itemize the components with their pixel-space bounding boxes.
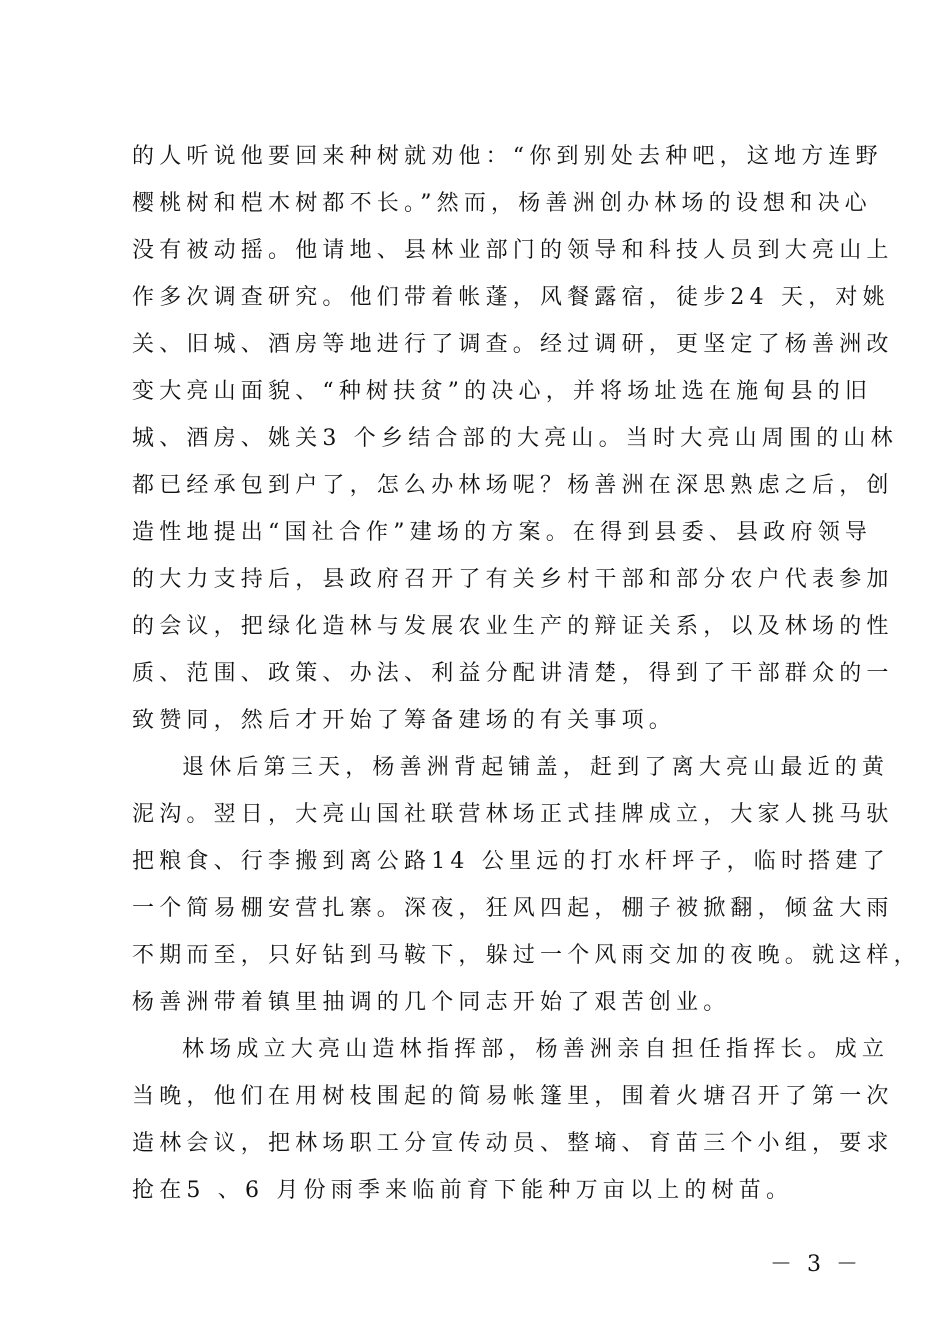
- paragraph-1-line-5: 关、旧城、酒房等地进行了调查。经过调研，更坚定了杨善洲改: [132, 332, 894, 357]
- paragraph-1-line-13: 致赞同，然后才开始了筹备建场的有关事项。: [132, 708, 677, 733]
- paragraph-3-line-3: 造林会议，把林场职工分宣传动员、整墒、育苗三个小组，要求: [132, 1131, 894, 1156]
- paragraph-1-line-11: 的会议，把绿化造林与发展农业生产的辩证关系，以及林场的性: [132, 614, 894, 639]
- paragraph-2-line-4: 一个简易棚安营扎寨。深夜，狂风四起，棚子被掀翻，倾盆大雨: [132, 896, 894, 921]
- paragraph-1-line-8: 都已经承包到户了，怎么办林场呢？杨善洲在深思熟虑之后，创: [132, 473, 894, 498]
- paragraph-2-line-1: 退休后第三天，杨善洲背起铺盖，赶到了离大亮山最近的黄: [182, 755, 890, 780]
- paragraph-1-line-12: 质、范围、政策、办法、利益分配讲清楚，得到了干部群众的一: [132, 661, 894, 686]
- paragraph-1-line-6: 变大亮山面貌、“种树扶贫”的决心，并将场址选在施甸县的旧: [132, 379, 873, 404]
- paragraph-3-line-1: 林场成立大亮山造林指挥部，杨善洲亲自担任指挥长。成立: [182, 1037, 890, 1062]
- paragraph-2-line-2: 泥沟。翌日，大亮山国社联营林场正式挂牌成立，大家人挑马驮: [132, 802, 894, 827]
- paragraph-1-line-7: 城、酒房、姚关3 个乡结合部的大亮山。当时大亮山周围的山林: [132, 426, 898, 451]
- paragraph-1-line-2: 樱桃树和桤木树都不长。”然而，杨善洲创办林场的设想和决心: [132, 191, 872, 216]
- paragraph-1-line-3: 没有被动摇。他请地、县林业部门的领导和科技人员到大亮山上: [132, 238, 894, 263]
- page-number: － 3 －: [770, 1252, 862, 1277]
- paragraph-1-line-10: 的大力支持后，县政府召开了有关乡村干部和部分农户代表参加: [132, 567, 894, 592]
- paragraph-2-line-3: 把粮食、行李搬到离公路14 公里远的打水杆坪子，临时搭建了: [132, 849, 890, 874]
- paragraph-3-line-2: 当晚，他们在用树枝围起的简易帐篷里，围着火塘召开了第一次: [132, 1084, 894, 1109]
- paragraph-1-line-4: 作多次调查研究。他们带着帐蓬，风餐露宿，徒步24 天，对姚: [132, 285, 890, 310]
- paragraph-1-line-1: 的人听说他要回来种树就劝他：“你到别处去种吧，这地方连野: [132, 144, 883, 169]
- paragraph-2-line-6: 杨善洲带着镇里抽调的几个同志开始了艰苦创业。: [132, 990, 731, 1015]
- paragraph-1-line-9: 造性地提出“国社合作”建场的方案。在得到县委、县政府领导: [132, 520, 873, 545]
- paragraph-3-line-4: 抢在5 、6 月份雨季来临前育下能种万亩以上的树苗。: [132, 1178, 794, 1203]
- paragraph-2-line-5: 不期而至，只好钻到马鞍下，躲过一个风雨交加的夜晚。就这样，: [132, 943, 921, 968]
